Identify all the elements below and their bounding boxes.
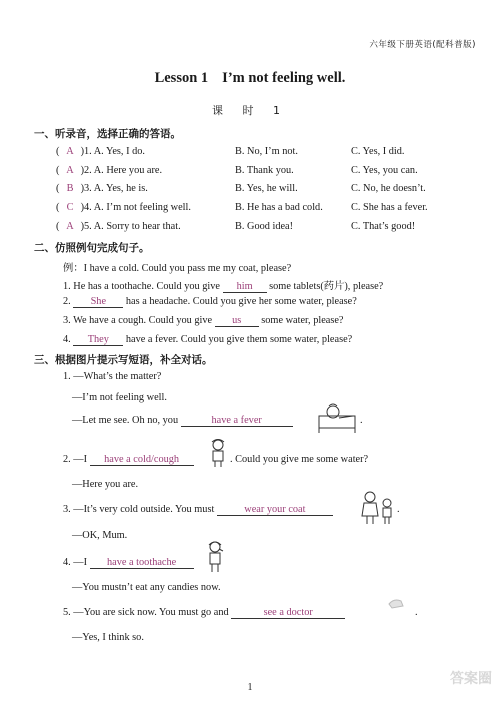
s1-row-1: ( A )1. A. Yes, I do. xyxy=(56,146,145,157)
s1-answer-2: A xyxy=(66,165,74,176)
s3-q5-line2: —Yes, I think so. xyxy=(72,632,144,643)
s1-option-c-5: C. That’s good! xyxy=(351,221,416,232)
s3-q1-line2: —I’m not feeling well. xyxy=(72,392,167,403)
s3-question-5: 5. —You are sick now. You must go and see a doctor xyxy=(63,607,345,619)
s1-option-b-1: B. No, I’m not. xyxy=(235,146,298,157)
s1-option-b-4: B. He has a bad cold. xyxy=(235,202,323,213)
s2-answer-1[interactable]: him xyxy=(223,281,267,293)
s3-q3-end: . xyxy=(397,504,400,515)
section2-heading: 二、仿照例句完成句子。 xyxy=(34,242,150,254)
s3-question-2: 2. —I have a cold/cough xyxy=(63,454,194,466)
s2-question-4: 4. They have a fever. Could you give them some water, please? xyxy=(63,334,353,345)
s1-row-4: ( C )4. A. I’m not feeling well. xyxy=(56,202,191,213)
s3-q1-line1: 1. —What’s the matter? xyxy=(63,371,162,382)
s2-answer-3[interactable]: us xyxy=(215,315,259,327)
s2-answer-2[interactable]: She xyxy=(73,296,123,308)
s3-q4-line2: —You mustn’t eat any candies now. xyxy=(72,582,221,593)
s1-option-c-1: C. Yes, I did. xyxy=(351,146,405,157)
coughing-child-icon xyxy=(206,438,230,468)
s1-option-b-3: B. Yes, he will. xyxy=(235,183,298,194)
s1-answer-4: C xyxy=(66,202,74,213)
lesson-number: Lesson 1 xyxy=(154,70,209,86)
s2-question-3: 3. We have a cough. Could you give us some water, please? xyxy=(63,315,344,326)
s3-q3-line2: —OK, Mum. xyxy=(72,530,128,541)
s1-option-b-2: B. Thank you. xyxy=(235,165,294,176)
s2-question-2: 2. She has a headache. Could you give her some water, please? xyxy=(63,296,357,307)
s1-option-a-4: )4. A. I’m not feeling well. xyxy=(80,202,191,213)
s1-option-a-2: )2. A. Here you are. xyxy=(80,165,163,176)
doctor-hand-icon xyxy=(386,594,406,612)
s3-question-1: —Let me see. Oh no, you have a fever xyxy=(72,415,293,427)
page-header: 六年级下册英语(配科普版) xyxy=(369,40,476,50)
s1-row-2: ( A )2. A. Here you are. xyxy=(56,165,163,176)
s1-option-a-1: )1. A. Yes, I do. xyxy=(80,146,145,157)
mother-and-child-icon xyxy=(358,490,398,526)
s1-option-c-4: C. She has a fever. xyxy=(351,202,428,213)
s3-answer-1[interactable]: have a fever xyxy=(181,415,293,427)
s1-answer-3: B xyxy=(66,183,74,194)
sick-in-bed-icon xyxy=(315,402,359,434)
s1-row-3: ( B )3. A. Yes, he is. xyxy=(56,183,148,194)
s1-row-5: ( A )5. A. Sorry to hear that. xyxy=(56,221,181,232)
s3-question-4: 4. —I have a toothache xyxy=(63,557,194,569)
lesson-title xyxy=(0,70,500,87)
s3-answer-5[interactable]: see a doctor xyxy=(231,607,345,619)
section1-heading: 一、听录音，选择正确的答语。 xyxy=(34,128,181,140)
s3-q5-end: . xyxy=(415,607,418,618)
s3-q1-end: . xyxy=(360,415,363,426)
s1-option-c-2: C. Yes, you can. xyxy=(351,165,418,176)
watermark-logo: 答案圈 xyxy=(450,671,492,687)
s1-answer-1: A xyxy=(66,146,74,157)
s1-option-a-3: )3. A. Yes, he is. xyxy=(80,183,148,194)
s2-question-1: 1. He has a toothache. Could you give him some tablets(药片), please? xyxy=(63,281,384,292)
lesson-subtitle: 课 时 1 xyxy=(212,104,288,117)
toothache-child-icon xyxy=(204,540,226,574)
s3-q2-post: . Could you give me some water? xyxy=(230,454,369,465)
s1-option-a-5: )5. A. Sorry to hear that. xyxy=(80,221,181,232)
s3-answer-4[interactable]: have a toothache xyxy=(90,557,194,569)
s2-answer-4[interactable]: They xyxy=(73,334,123,346)
lesson-name: I’m not feeling well. xyxy=(222,70,346,86)
s2-example: 例：I have a cold. Could you pass me my coat, please? xyxy=(63,263,292,274)
page-number: 1 xyxy=(247,682,253,693)
section3-heading: 三、根据图片提示写短语，补全对话。 xyxy=(34,354,213,366)
s1-option-c-3: C. No, he doesn’t. xyxy=(351,183,426,194)
s3-answer-3[interactable]: wear your coat xyxy=(217,504,333,516)
s3-question-3: 3. —It’s very cold outside. You must wear your coat xyxy=(63,504,333,516)
s3-q2-line2: —Here you are. xyxy=(72,479,139,490)
s1-answer-5: A xyxy=(66,221,74,232)
s1-option-b-5: B. Good idea! xyxy=(235,221,294,232)
s3-answer-2[interactable]: have a cold/cough xyxy=(90,454,194,466)
